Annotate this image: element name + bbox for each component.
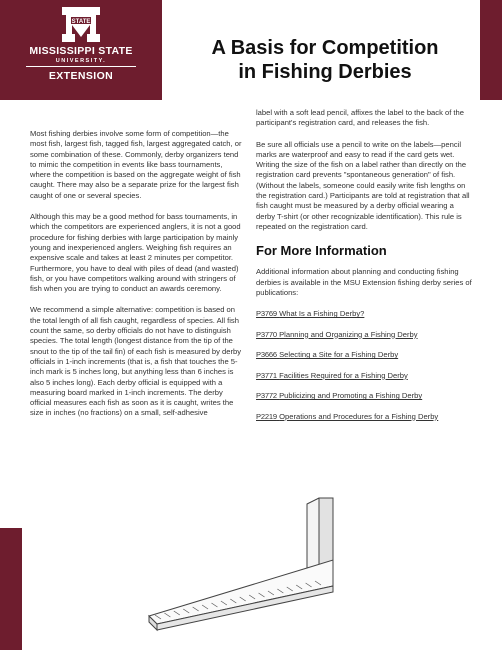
publication-link-p3769[interactable]: P3769 What Is a Fishing Derby? [256, 309, 365, 319]
measuring-board-illustration [147, 494, 362, 634]
paragraph-additional-info: Additional information about planning and conducting fishing derbies is available in the MSU Extension fishing derby series of publications: [256, 267, 472, 297]
paragraph-label-continued: label with a soft lead pencil, affixes the label to the back of the participant's registration card, and releases the fish. [256, 108, 464, 128]
title-line-2: in Fishing Derbies [238, 61, 412, 83]
publication-link-p3772[interactable]: P3772 Publicizing and Promoting a Fishing Derby [256, 391, 423, 401]
page-title [175, 36, 475, 84]
msu-extension-logo [0, 0, 162, 100]
paragraph-competition-forms: Most fishing derbies involve some form of competition—the most fish, largest fish, tagged fish, largest aggregated catch, or some combination of these. Commonly, derby organizers tend to mimic the competition in events like bass tournaments, where the competition is based on the aggregate weight of fish caught. There may also be a separate prize for the largest fish caught of one or several species. [30, 129, 242, 200]
maroon-accent-bar-top [480, 0, 502, 100]
publication-link-p3770[interactable]: P3770 Planning and Organizing a Fishing Derby [256, 329, 418, 339]
paragraph-bass-tournaments: Although this may be a good method for bass tournaments, in which the competitors are experienced anglers, it is not a good procedure for fishing derbies with large participation by mainly young and inexperienced anglers. Weighing fish requires an expensive scale and takes at least 2 minutes per competitor. Furthermore, you have to deal with piles of dead (and wasted) fish, or you have competitors walking around with stringers of fish when you are trying to conduct an awards ceremony. [30, 212, 241, 294]
publication-link-p2219[interactable]: P2219 Operations and Procedures for a Fishing Derby [256, 411, 439, 421]
maroon-accent-bar-bottom [0, 528, 22, 650]
left-column [30, 129, 244, 430]
logo-divider [26, 66, 136, 67]
publication-list [256, 309, 474, 422]
logo-extension-word: EXTENSION [48, 70, 114, 82]
paragraph-pencil-labels: Be sure all officials use a pencil to write on the labels—pencil marks are waterproof and easy to read if the card gets wet. Writing the size of the fish on a label rather than directly on the registration card prevents "spontaneous generation" of fish. (Without the labels, someone could easily write fish lengths on the registration card.) Participants are told at registration that all fish caught must be measured by a derby official wearing a derby T-shirt (or other recognizable identification). This rule is repeated on the registration card. [256, 139, 470, 231]
seal-text: STATE [71, 19, 91, 25]
logo-university-name: MISSISSIPPI STATE [29, 45, 133, 57]
right-column [256, 108, 474, 432]
section-heading-more-info: For More Information [256, 243, 387, 259]
paragraph-recommendation: We recommend a simple alternative: competition is based on the total length of all fish caught, regardless of species. All fish count the same, so derby officials do not have to distinguish species. The total length (longest distance from the tip of the snout to the tip of the tail fin) of each fish is measured by derby officials in 1-inch increments (that is, a fish that touches the 5-inch mark is 5 inches long, but anything less than 6 inches is also 5 inches long). Each derby official is equipped with a measuring board marked in 1-inch increments. The derby official measures each fish as soon as it is caught, writes the size in inches (no fractions) on a small, self-adhesive [30, 305, 242, 418]
logo-university-word: UNIVERSITY. [55, 58, 107, 64]
msu-seal-icon [62, 7, 100, 42]
publication-link-p3771[interactable]: P3771 Facilities Required for a Fishing Derby [256, 370, 408, 380]
title-line-1: A Basis for Competition [211, 37, 439, 59]
publication-link-p3666[interactable]: P3666 Selecting a Site for a Fishing Derby [256, 350, 399, 360]
